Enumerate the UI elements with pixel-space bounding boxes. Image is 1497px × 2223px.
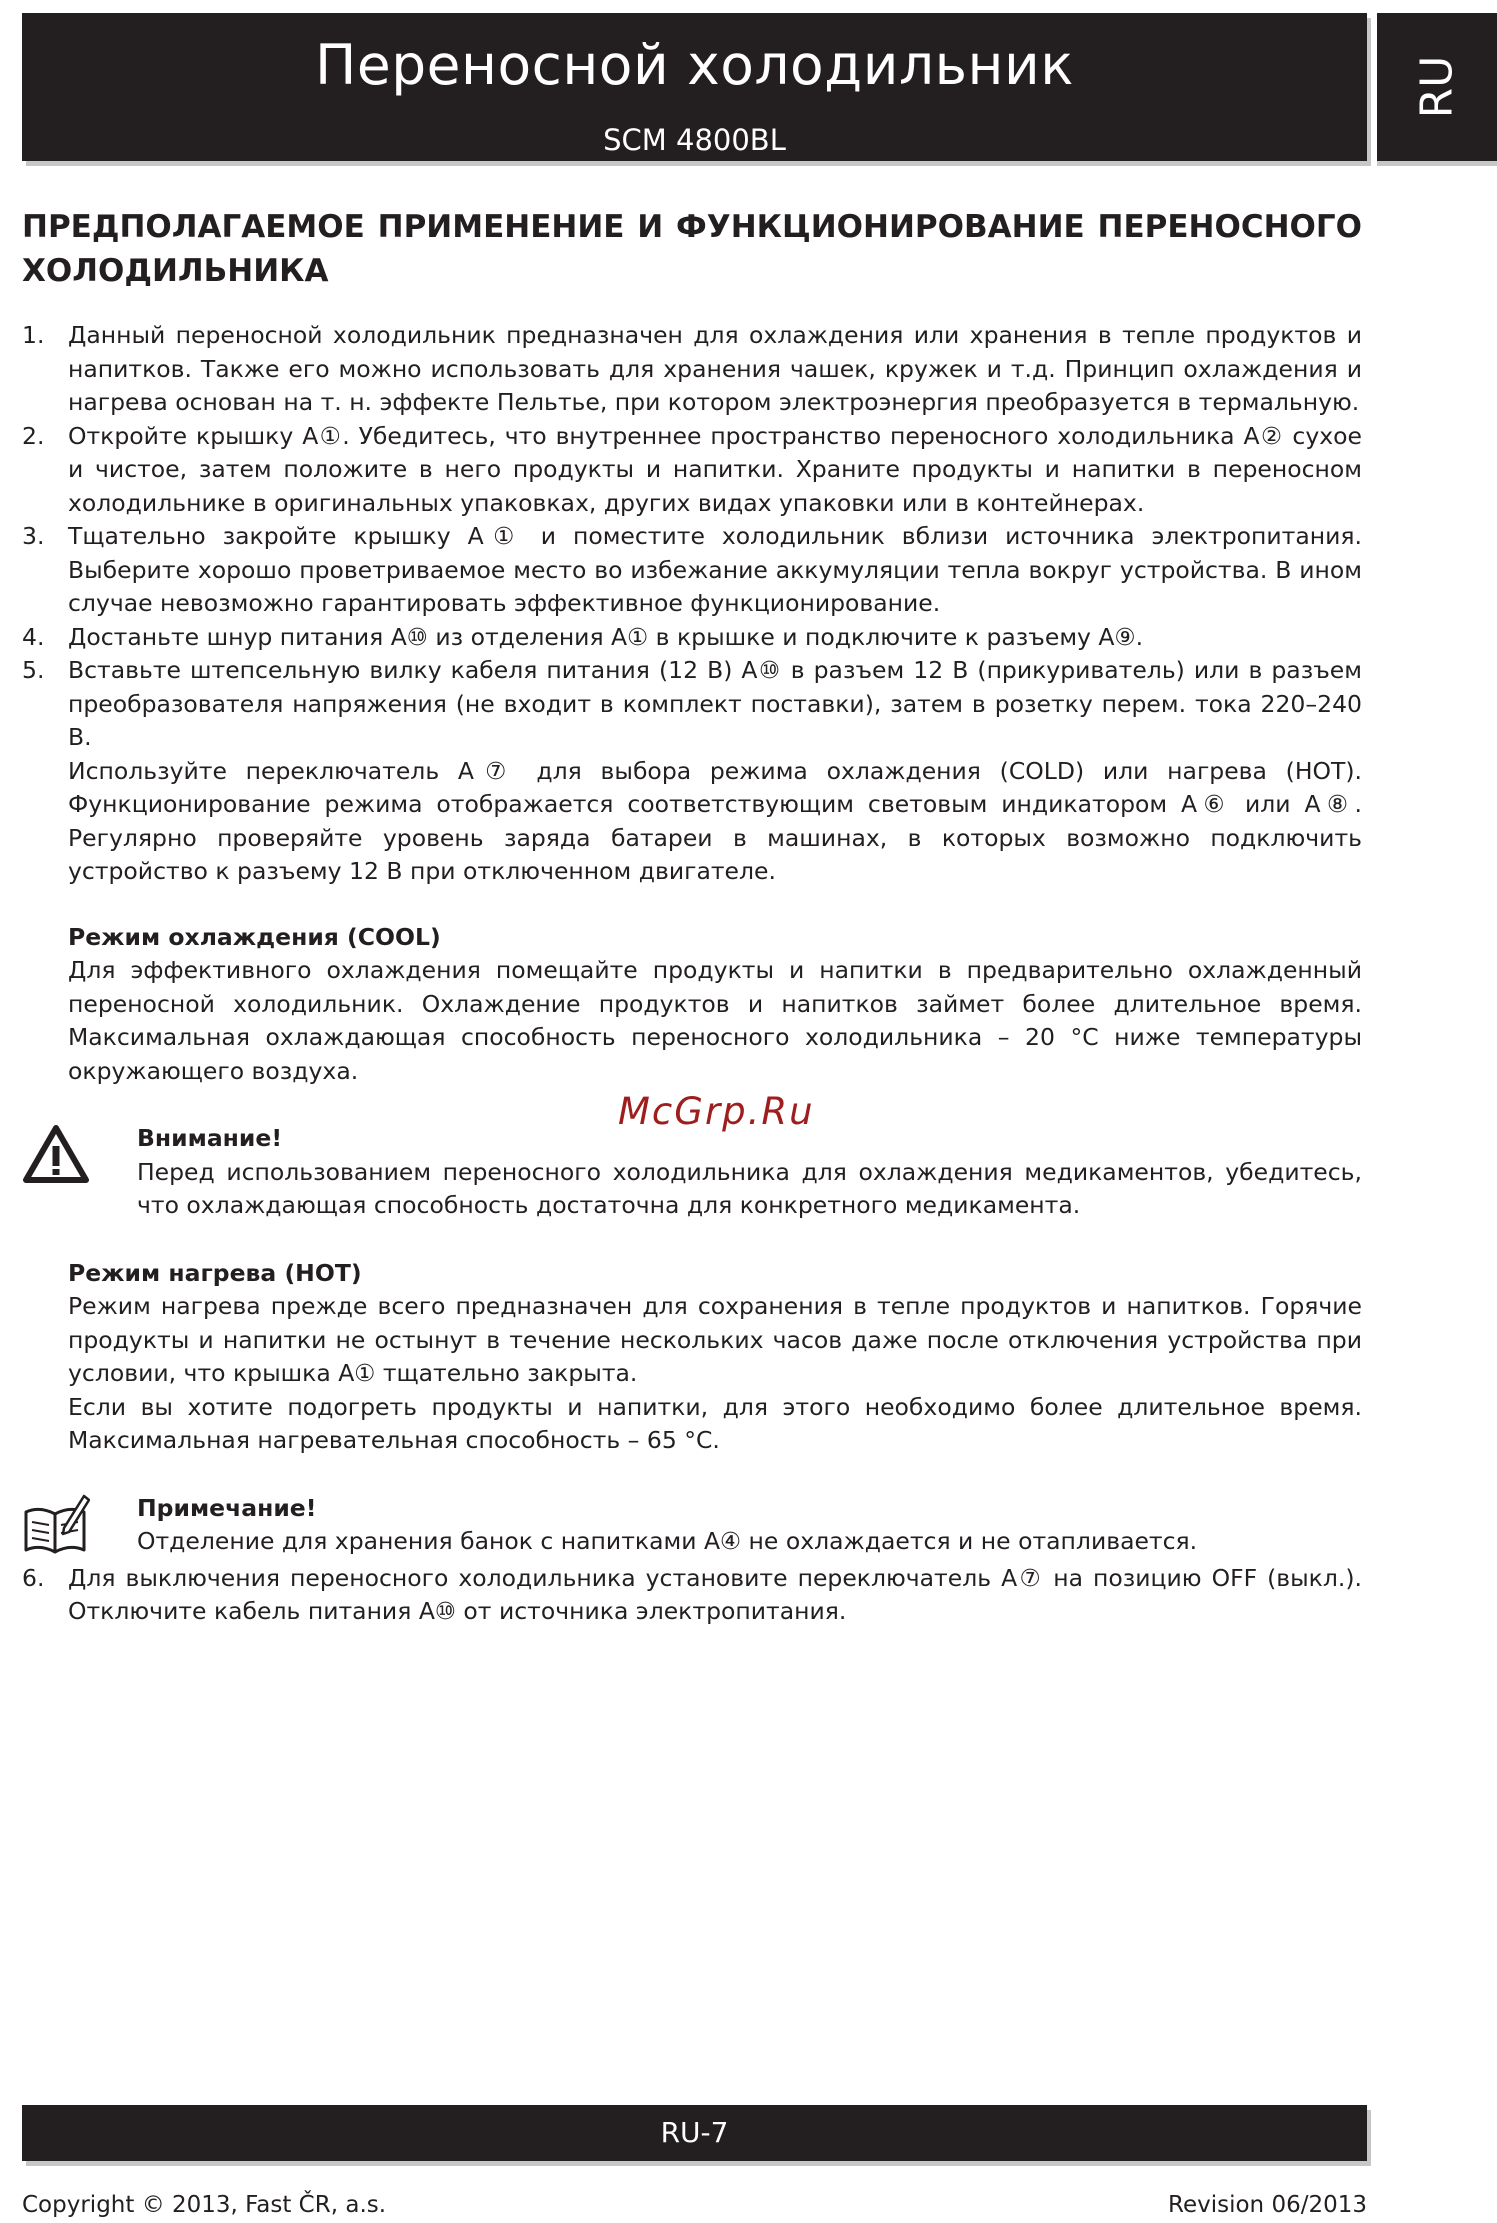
step-number: 6. [22, 1563, 45, 1592]
step-number: 1. [22, 321, 45, 349]
note-text: Отделение для хранения банок с напитками A④ не охлаждается и не отапливается. [137, 1527, 1198, 1555]
model-number: SCM 4800BL [603, 123, 786, 157]
warning-callout [22, 1122, 1362, 1223]
note-callout [22, 1492, 1362, 1562]
cool-mode-text: Для эффективного охлаждения помещайте продукты и напитки в предварительно охлажденный переносной холодильник. Охлаждение продуктов и напитков займет более длительное время. Максимальная охлаждающая способность переносного холодильника – 20 °C ниже температуры окружающего воздуха. [68, 956, 1362, 1085]
copyright-text: Copyright © 2013, Fast ČR, a.s. [22, 2192, 387, 2218]
hot-mode-text: Режим нагрева прежде всего предназначен для сохранения в тепле продуктов и напитков. Горячие продукты и напитки не остынут в течение нескольких часов даже после отключения устройства при условии, что крышка A① тщательно закрыта. [68, 1292, 1362, 1387]
warning-title: Внимание! [137, 1124, 283, 1152]
step-text: Для выключения переносного холодильника установите переключатель A⑦ на позицию OFF (выкл.). Отключите кабель питания A⑩ от источника электропитания. [68, 1563, 1362, 1625]
list-item [22, 520, 1362, 621]
list-item [22, 1562, 1362, 1629]
warning-text: Перед использованием переносного холодильника для охлаждения медикаментов, убедитесь, что охлаждающая способность достаточна для конкретного медикамента. [137, 1157, 1362, 1219]
hot-mode-text-continued: Если вы хотите подогреть продукты и напитки, для этого необходимо более длительное время. Максимальная нагревательная способность – 65 °C. [68, 1392, 1362, 1454]
step-text: Достаньте шнур питания A⑩ из отделения A① в крышке и подключите к разъему A⑨. [68, 622, 1144, 651]
watermark-text: McGrp.Ru [618, 1090, 815, 1133]
footer-bar [22, 2105, 1367, 2161]
instruction-list-final [22, 1562, 1362, 1629]
list-item [22, 420, 1362, 521]
hot-mode-section [68, 1257, 1362, 1458]
language-label: RU [1411, 55, 1463, 119]
list-item [22, 319, 1362, 420]
step-text: Откройте крышку A①. Убедитесь, что внутреннее пространство переносного холодильника A② сухое и чистое, затем положите в него продукты и напитки. Храните продукты и напитки в переносном холодильнике в оригинальных упаковках, других видах упаковки или в контейнерах. [68, 421, 1362, 517]
revision-text: Revision 06/2013 [1168, 2192, 1367, 2218]
page-number: RU-7 [660, 2116, 729, 2149]
header-bar [22, 13, 1367, 161]
language-tab [1377, 13, 1497, 161]
step-number: 2. [22, 421, 45, 450]
cool-mode-section [68, 921, 1362, 1089]
step-text: Данный переносной холодильник предназначен для охлаждения или хранения в тепле продуктов и напитков. Также его можно использовать для хранения чашек, кружек и т.д. Принцип охлаждения и нагрева основан на т. н. эффекте Пельтье, при котором электроэнергия преобразуется в термальную. [68, 321, 1362, 416]
note-title: Примечание! [137, 1493, 317, 1522]
instruction-list [22, 319, 1362, 889]
open-book-pencil-icon [22, 1492, 90, 1560]
step-text: Вставьте штепсельную вилку кабеля питания (12 В) A⑩ в разъем 12 В (прикуриватель) или в разъем преобразователя напряжения (не входит в комплект поставки), затем в розетку перем. тока 220–240 В. [68, 656, 1362, 751]
step-number: 5. [22, 656, 45, 684]
main-content [22, 205, 1362, 1629]
step-number: 4. [22, 622, 45, 651]
step-text-continued: Используйте переключатель A⑦ для выбора режима охлаждения (COLD) или нагрева (HOT). Функционирование режима отображается соответствующим световым индикатором A⑥ или A⑧. Регулярно проверяйте уровень заряда батареи в машинах, в которых возможно подключить устройство к разъему 12 В при отключенном двигателе. [68, 756, 1362, 885]
warning-triangle-icon [22, 1122, 90, 1190]
list-item [22, 654, 1362, 889]
document-title: Переносной холодильник [315, 33, 1074, 97]
hot-mode-title: Режим нагрева (HOT) [68, 1258, 362, 1287]
cool-mode-title: Режим охлаждения (COOL) [68, 922, 441, 951]
step-text: Тщательно закройте крышку A① и поместите холодильник вблизи источника электропитания. Выберите хорошо проветриваемое место во избежание аккумуляции тепла вокруг устройства. В ином случае невозможно гарантировать эффективное функционирование. [68, 522, 1362, 617]
list-item [22, 621, 1362, 655]
step-number: 3. [22, 522, 45, 550]
section-heading: ПРЕДПОЛАГАЕМОЕ ПРИМЕНЕНИЕ И ФУНКЦИОНИРОВАНИЕ ПЕРЕНОСНОГО ХОЛОДИЛЬНИКА [22, 209, 1362, 289]
